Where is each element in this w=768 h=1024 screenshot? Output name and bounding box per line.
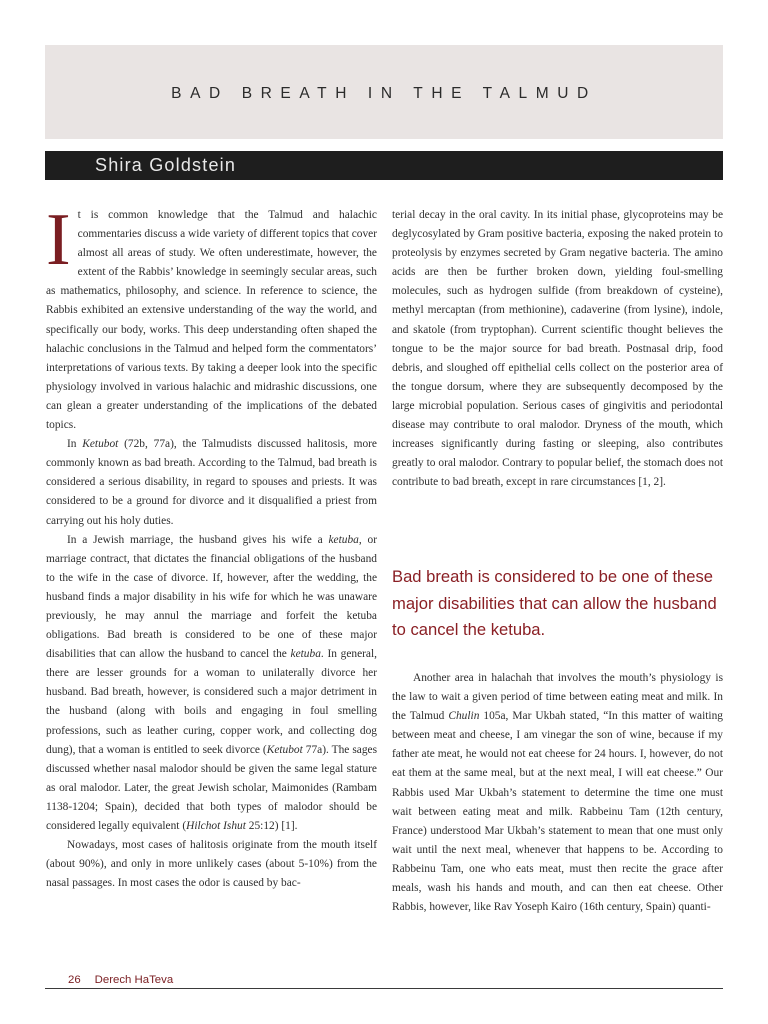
right-column-top xyxy=(392,206,723,492)
left-column xyxy=(46,199,377,893)
text-run: 77a). The sages discussed whether nasal malodor should be given the same legal stature as oral malodor. Later, the great Jewish scholar, Maimonides (Rambam 1138-1204; Spain), decided that both types of malodor should be considered legally equivalent ( xyxy=(46,743,377,832)
text-run: Another area in halachah that involves the mouth’s physiology is the law to wait a given period of time between eating meat and milk. In the Talmud xyxy=(392,672,723,723)
text-run: In xyxy=(67,438,83,451)
italic-term: Chulin xyxy=(448,710,480,723)
author-name: Shira Goldstein xyxy=(95,155,237,175)
page-footer xyxy=(68,974,173,986)
italic-term: Hilchot Ishut xyxy=(186,820,246,832)
italic-term: ketuba xyxy=(290,648,321,661)
text-run: . In general, there are lesser grounds for a woman to unilaterally divorce her husband. Bad breath, however, is considered such a major detriment in the husband (along with boils and engaging in foul smelling professions, such as leather curing, copper work, and collecting dog dung), that a woman is entitled to seek divorce ( xyxy=(46,648,377,756)
paragraph-ketubot xyxy=(46,435,377,530)
footer-rule xyxy=(45,988,723,989)
paragraph-meat-milk xyxy=(392,669,723,917)
text-run: 25:12) [1]. xyxy=(245,820,298,832)
text-run: (72b, 77a), the Talmudists discussed halitosis, more commonly known as bad breath. According to the Talmud, bad breath is considered a serious disability, in regard to spouses and priests. It was considered to be a ground for divorce and it disqualified a priest from carrying out his holy duties. xyxy=(46,438,377,527)
article-title: BAD BREATH IN THE TALMUD xyxy=(171,85,597,102)
text-run: 105a, Mar Ukbah stated, “In this matter of waiting between meat and cheese, I am vinegar the son of wine, because if my father ate meat, he would not eat cheese for 24 hours. I, however, do not eat them at the same meal, but at the next meal, I will eat cheese.” Our Rabbis used Mar Ukbah’s statement to determine the time one must wait between eating meat and milk. Rabbeinu Tam (12th century, France) understood Mar Ukbah’s statement to mean that one must only wait until the next meal, whenever that happens to be. According to Rabbeinu Tam, one who eats meat, must then recite the grace after meals, wash his hands and mouth, and can then eat cheese. Other Rabbis, however, like Rav Yoseph Kairo (16th century, Spain) quanti- xyxy=(392,710,723,914)
italic-term: ketuba xyxy=(328,533,359,546)
paragraph-halitosis-start: Nowadays, most cases of halitosis originate from the mouth itself (about 90%), and only in more unlikely cases (about 5-10%) from the nasal passages. In most cases the odor is caused by bac- xyxy=(46,839,377,890)
paragraph-marriage xyxy=(46,531,377,837)
pull-quote: Bad breath is considered to be one of these major disabilities that can allow the husband to cancel the ketuba. xyxy=(392,567,717,639)
author-bar xyxy=(45,151,723,180)
text-run: In a Jewish marriage, the husband gives his wife a xyxy=(67,533,329,546)
italic-term: Ketubot xyxy=(82,438,119,451)
drop-cap: I xyxy=(46,199,71,281)
paragraph-halitosis-continued: terial decay in the oral cavity. In its initial phase, glycoproteins may be deglycosylated by Gram positive bacteria, exposing the naked protein to proteolysis by enzymes secreted by Gram negative bacteria. The amino acids are then be further broken down, yielding foul-smelling molecules, such as hydrogen sulfide (from breakdown of cysteine), methyl mercaptan (from methionine), cadaverine (from lysine), indole, and skatole (from tryptophan). Current scientific thought believes the tongue to be the major source for bad breath. Postnasal drip, food debris, and sloughed off epithelial cells collect on the posterior area of the tongue dorsum, where they are subsequently decomposed by the large microbial population. Serious cases of gingivitis and periodontal disease may contribute to oral malodor. Dryness of the mouth, which increases significantly during fasting or sleeping, also contributes greatly to oral malodor. Contrary to popular belief, the stomach does not contribute to bad breath, except in rare circumstances [1, 2]. xyxy=(392,209,723,489)
italic-term: Ketubot xyxy=(266,743,303,756)
text-run: , or marriage contract, that dictates the financial obligations of the husband to the wife in the case of divorce. If, however, after the wedding, the husband finds a major disability in his wife for which he was unaware previously, he may annul the marriage and forfeit the ketuba obligations. Bad breath is considered to be one of these major disabilities that can allow the husband to cancel the xyxy=(46,533,377,661)
paragraph-intro xyxy=(46,199,377,435)
right-column-bottom xyxy=(392,669,723,917)
intro-text: t is common knowledge that the Talmud and halachic commentaries discuss a wide variety of different topics that cover almost all areas of study. We often underestimate, however, the extent of the Rabbis’ knowledge in seemingly secular areas, such as mathematics, philosophy, and science. In reference to science, the Rabbis exhibited an extensive understanding of the way the world, and specifically our body, works. This deep understanding often shaped the halachic conclusions in the Talmud and helped form the commentators’ interpretations of various texts. By taking a deeper look into the specific physiology involved in various halachic and midrashic discussions, one can glean a greater understanding of the implications of the debated topics. xyxy=(46,209,377,432)
page-number: 26 xyxy=(68,974,81,986)
publication-name: Derech HaTeva xyxy=(94,974,174,986)
title-banner xyxy=(45,45,723,139)
